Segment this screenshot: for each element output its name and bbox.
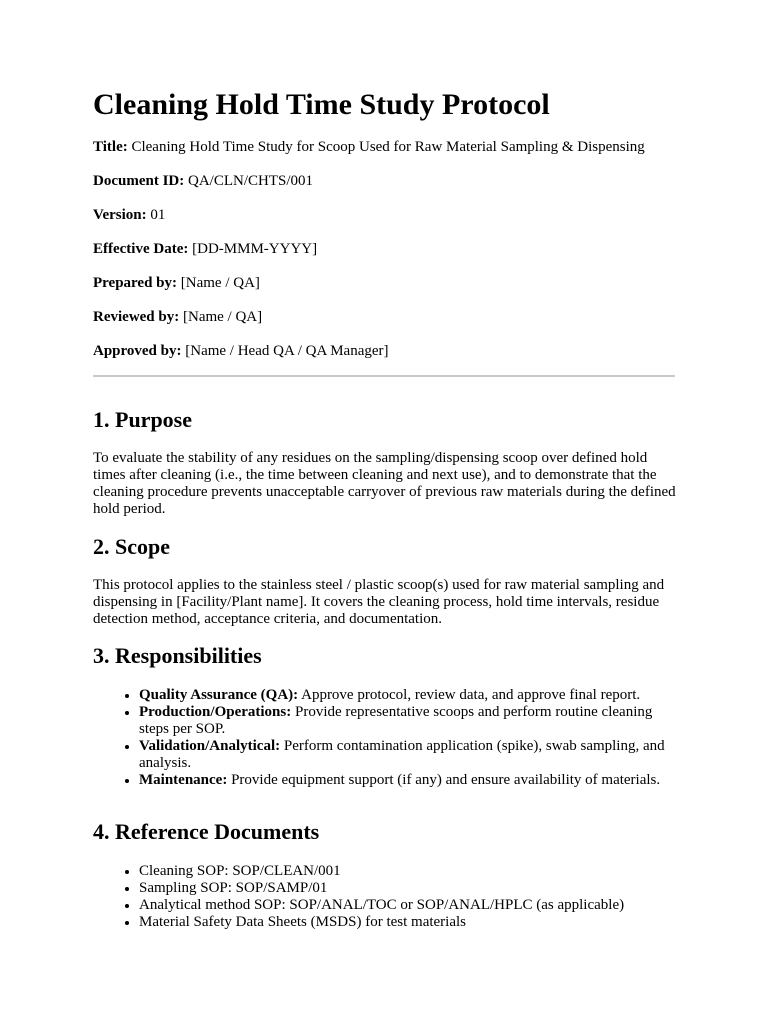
horizontal-divider bbox=[93, 375, 675, 377]
meta-value: [Name / Head QA / QA Manager] bbox=[185, 343, 389, 359]
meta-value: [Name / QA] bbox=[180, 275, 260, 291]
meta-label: Document ID: bbox=[93, 173, 185, 189]
role-label: Maintenance: bbox=[139, 772, 228, 788]
meta-value: [DD-MMM-YYYY] bbox=[192, 241, 318, 257]
document-title: Cleaning Hold Time Study Protocol bbox=[93, 88, 550, 121]
list-item bbox=[139, 738, 683, 772]
meta-label: Reviewed by: bbox=[93, 309, 180, 325]
meta-label: Title: bbox=[93, 139, 128, 155]
role-label: Quality Assurance (QA): bbox=[139, 687, 299, 703]
meta-value: Cleaning Hold Time Study for Scoop Used for Raw Material Sampling & Dispensing bbox=[131, 139, 645, 155]
document-metadata bbox=[93, 138, 693, 376]
list-item: • Material Safety Data Sheets (MSDS) for test materials bbox=[139, 914, 683, 931]
section-heading: 2. Scope bbox=[93, 534, 170, 559]
section-purpose bbox=[93, 406, 683, 518]
meta-label: Prepared by: bbox=[93, 275, 178, 291]
section-scope bbox=[93, 533, 683, 628]
meta-version bbox=[93, 206, 693, 240]
responsibilities-list bbox=[93, 687, 683, 789]
list-item bbox=[139, 687, 683, 704]
role-description: Provide representative scoops and perform routine cleaning steps per SOP. bbox=[139, 704, 653, 737]
list-item bbox=[139, 772, 683, 789]
meta-title bbox=[93, 138, 693, 172]
meta-label: Effective Date: bbox=[93, 241, 189, 257]
list-item: • Analytical method SOP: SOP/ANAL/TOC or SOP/ANAL/HPLC (as applicable) bbox=[139, 897, 683, 914]
reference-list bbox=[93, 863, 683, 931]
meta-reviewed-by bbox=[93, 308, 693, 342]
meta-prepared-by bbox=[93, 274, 693, 308]
section-heading: 1. Purpose bbox=[93, 407, 192, 432]
list-item bbox=[139, 704, 683, 738]
role-description: Provide equipment support (if any) and ensure availability of materials. bbox=[231, 772, 661, 788]
role-description: Perform contamination application (spike), swab sampling, and analysis. bbox=[139, 738, 665, 771]
section-reference-documents bbox=[93, 818, 683, 931]
meta-effective-date bbox=[93, 240, 693, 274]
list-item: • Sampling SOP: SOP/SAMP/01 bbox=[139, 880, 683, 897]
meta-value: [Name / QA] bbox=[183, 309, 263, 325]
section-heading: 4. Reference Documents bbox=[93, 819, 320, 844]
role-label: Production/Operations: bbox=[139, 704, 292, 720]
role-description: Approve protocol, review data, and approve final report. bbox=[301, 687, 641, 703]
meta-value: 01 bbox=[150, 207, 166, 223]
meta-approved-by bbox=[93, 342, 693, 376]
meta-label: Version: bbox=[93, 207, 147, 223]
list-item: • Cleaning SOP: SOP/CLEAN/001 bbox=[139, 863, 683, 880]
section-paragraph: This protocol applies to the stainless steel / plastic scoop(s) used for raw material sampling and dispensing in [Facility/Plant name]. It covers the cleaning process, hold time intervals, residue detection method, acceptance criteria, and documentation. bbox=[93, 577, 665, 627]
section-heading: 3. Responsibilities bbox=[93, 643, 262, 668]
section-responsibilities bbox=[93, 642, 683, 789]
role-label: Validation/Analytical: bbox=[139, 738, 281, 754]
meta-label: Approved by: bbox=[93, 343, 182, 359]
meta-document-id bbox=[93, 172, 693, 206]
section-paragraph: To evaluate the stability of any residues on the sampling/dispensing scoop over defined hold times after cleaning (i.e., the time between cleaning and next use), and to demonstrate that the cleaning procedure prevents unacceptable carryover of previous raw materials during the defined hold period. bbox=[93, 450, 676, 517]
meta-value: QA/CLN/CHTS/001 bbox=[188, 173, 314, 189]
